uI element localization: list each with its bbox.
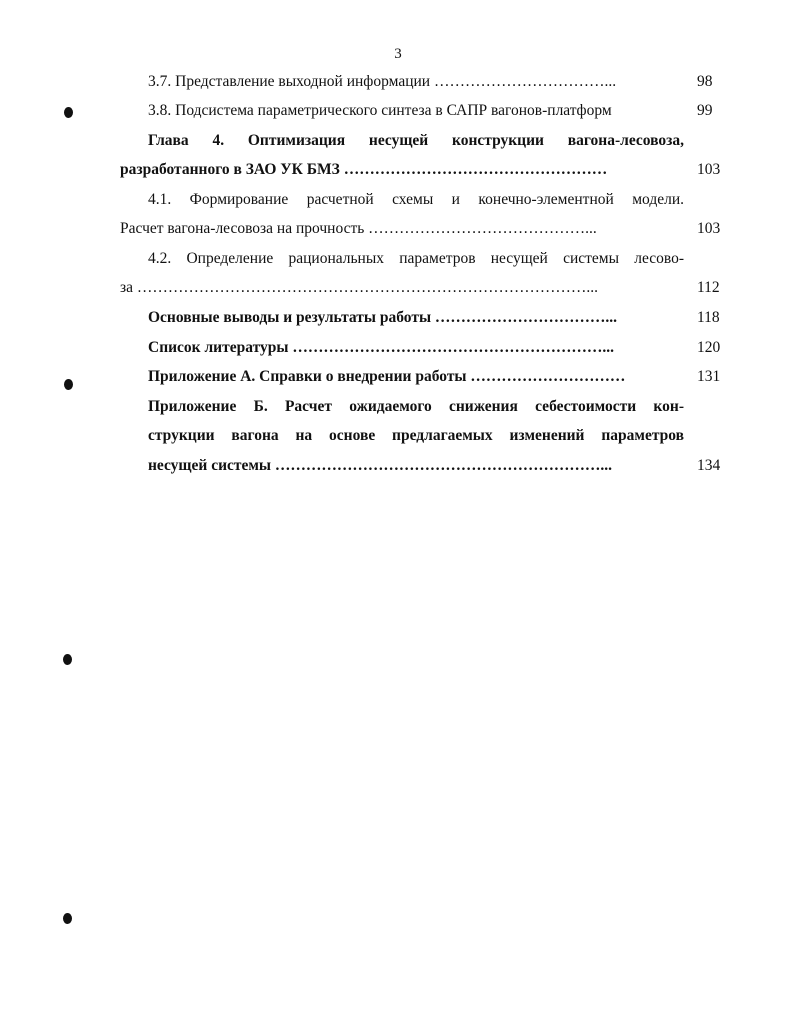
- binding-hole-mark: [64, 107, 73, 118]
- toc-entry-4-1-title-line2: Расчет вагона-лесовоза на прочность ……………………………………...: [120, 220, 597, 237]
- toc-entry-3-7-title: 3.7. Представление выходной информации ……………………………...: [148, 73, 617, 90]
- toc-entry-4-1-title-line1: 4.1. Формирование расчетной схемы и конечно-элементной модели.: [148, 191, 684, 208]
- toc-entry-chapter-4-title-line2: разработанного в ЗАО УК БМЗ ……………………………………………: [120, 161, 608, 178]
- toc-entry-appendix-b-title-line1: Приложение Б. Расчет ожидаемого снижения себестоимости кон-: [148, 398, 684, 415]
- toc-entry-4-2-title-line1: 4.2. Определение рациональных параметров несущей системы лесово-: [148, 250, 684, 267]
- binding-hole-mark: [63, 913, 72, 924]
- toc-entry-3-8-page: 99: [697, 102, 713, 119]
- toc-entry-appendix-a-page: 131: [697, 368, 721, 385]
- toc-entry-appendix-b-title-line2: струкции вагона на основе предлагаемых изменений параметров: [148, 427, 684, 444]
- toc-entry-appendix-b-page: 134: [697, 457, 721, 474]
- toc-entry-3-8-title: 3.8. Подсистема параметрического синтеза в САПР вагонов-платформ: [148, 102, 612, 119]
- binding-hole-mark: [63, 654, 72, 665]
- toc-entry-appendix-b-title-line3: несущей системы ………………………………………………………...: [148, 457, 613, 474]
- toc-entry-chapter-4-page: 103: [697, 161, 721, 178]
- page-number: 3: [394, 46, 402, 62]
- toc-entry-4-2-page: 112: [697, 279, 720, 296]
- toc-entry-appendix-a-title: Приложение А. Справки о внедрении работы …………………………: [148, 368, 626, 385]
- toc-entry-4-2-title-line2: за ……………………………………………………………………………...: [120, 279, 599, 296]
- toc-entry-chapter-4-title-line1: Глава 4. Оптимизация несущей конструкции вагона-лесовоза,: [148, 132, 684, 149]
- toc-entry-references-title: Список литературы ……………………………………………………...: [148, 339, 614, 356]
- binding-hole-mark: [64, 379, 73, 390]
- toc-entry-conclusions-page: 118: [697, 309, 720, 326]
- toc-entry-conclusions-title: Основные выводы и результаты работы ……………………………...: [148, 309, 618, 326]
- toc-entry-references-page: 120: [697, 339, 721, 356]
- toc-entry-3-7-page: 98: [697, 73, 713, 90]
- toc-entry-4-1-page: 103: [697, 220, 721, 237]
